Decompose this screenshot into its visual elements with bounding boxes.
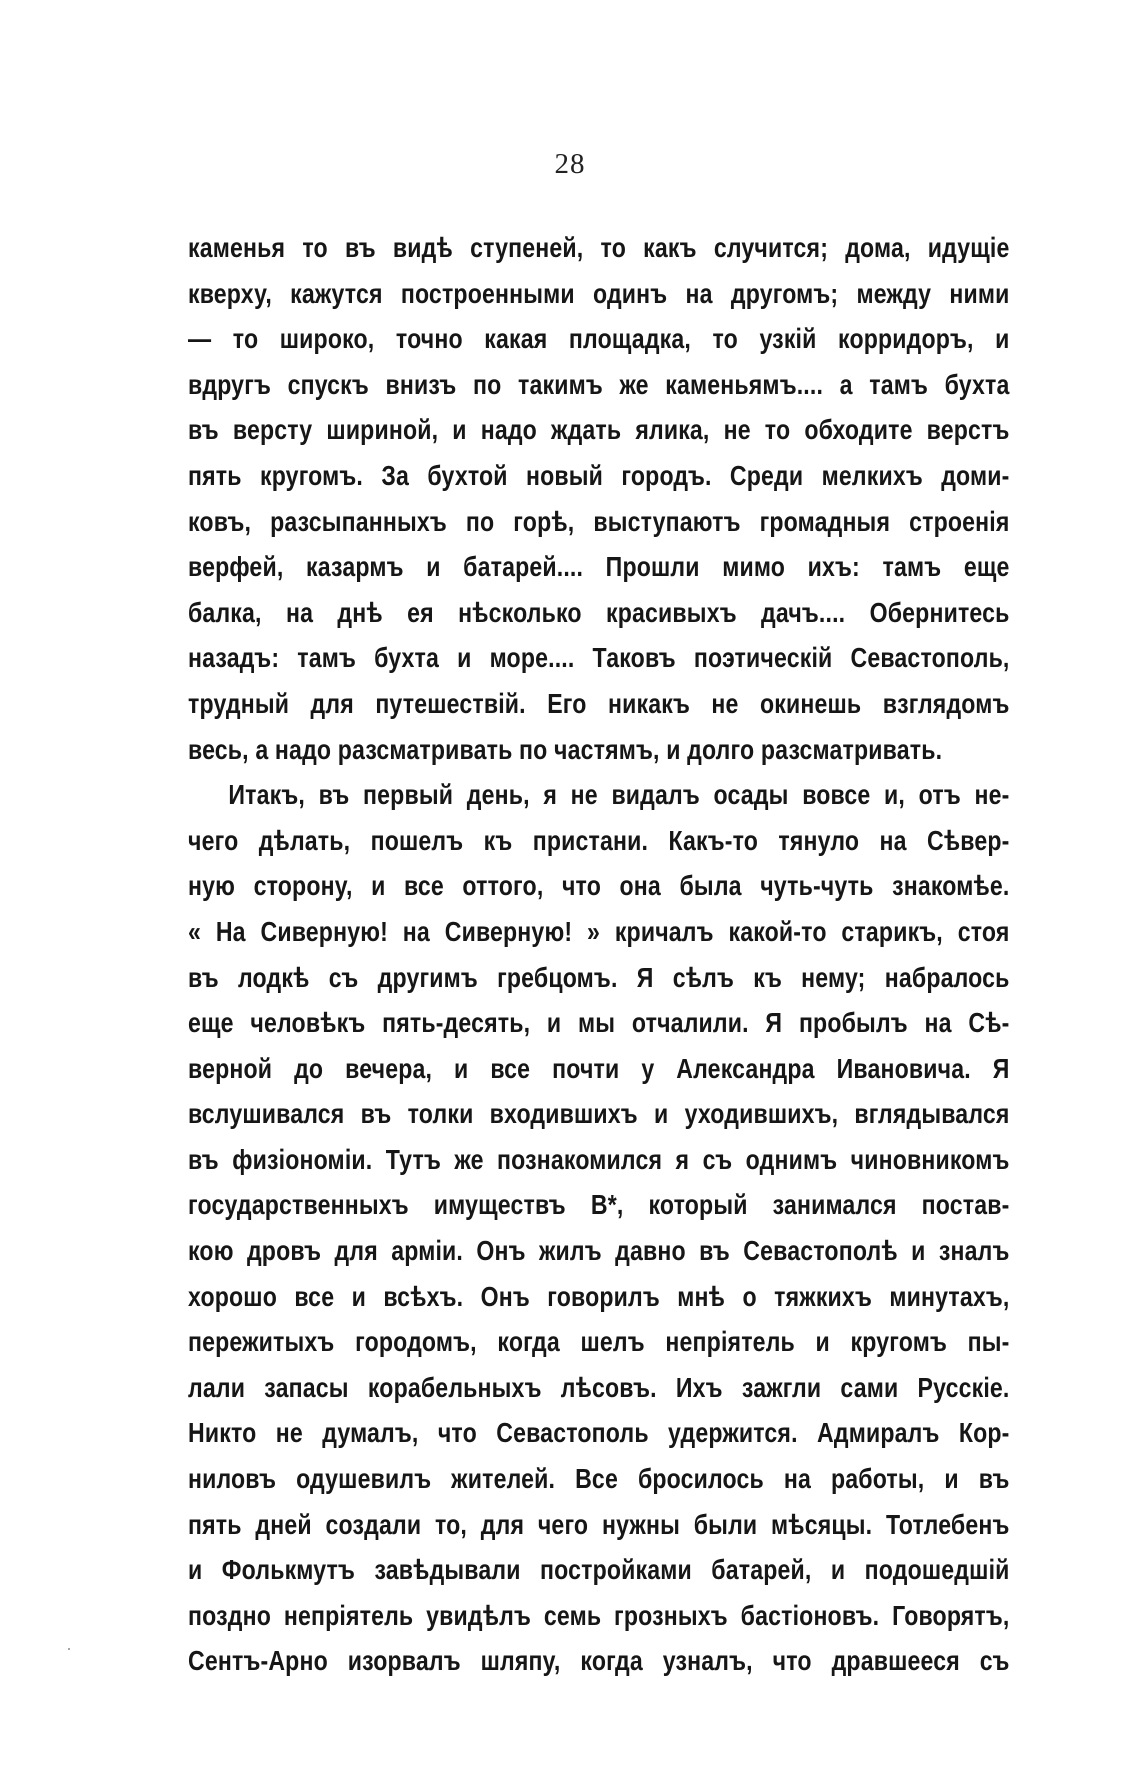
text-line: государственныхъ имуществъ В*, который занимался постав- bbox=[188, 1189, 1010, 1221]
paper-speck bbox=[68, 1648, 70, 1650]
text-line: вдругъ спускъ внизъ по такимъ же каменьямъ.... а тамъ бухта bbox=[188, 368, 1010, 400]
text-line: въ версту шириной, и надо ждать ялика, не то обходите верстъ bbox=[188, 414, 1010, 446]
page-number: 28 bbox=[554, 148, 586, 180]
text-line: поздно непріятель увидѣлъ семь грозныхъ бастіоновъ. Говорятъ, bbox=[188, 1599, 1010, 1631]
text-line: пять кругомъ. За бухтой новый городъ. Среди мелкихъ доми- bbox=[188, 459, 1010, 491]
text-line: Никто не думалъ, что Севастополь удержится. Адмиралъ Кор- bbox=[188, 1417, 1010, 1449]
text-line: ниловъ одушевилъ жителей. Все бросилось на работы, и въ bbox=[188, 1463, 1010, 1495]
paragraph-start-line: Итакъ, въ первый день, я не видалъ осады вовсе и, отъ не- bbox=[228, 779, 1010, 811]
text-line: еще человѣкъ пять-десять, и мы отчалили. Я пробылъ на Сѣ- bbox=[188, 1007, 1010, 1039]
paragraph-end-line: весь, а надо разсматривать по частямъ, и долго разсматривать. bbox=[188, 733, 943, 765]
text-line: назадъ: тамъ бухта и море.... Таковъ поэтическій Севастополь, bbox=[188, 642, 1010, 674]
body-text bbox=[188, 225, 1010, 1684]
text-line: въ лодкѣ съ другимъ гребцомъ. Я сѣлъ къ нему; набралось bbox=[188, 961, 1010, 993]
text-line: ную сторону, и все оттого, что она была чуть-чуть знакомѣе. bbox=[188, 870, 1010, 902]
text-line: ковъ, разсыпанныхъ по горѣ, выступаютъ громадныя строенія bbox=[188, 505, 1010, 537]
text-line: верной до вечера, и все почти у Александра Ивановича. Я bbox=[188, 1052, 1010, 1084]
text-line: пережитыхъ городомъ, когда шелъ непріятель и кругомъ пы- bbox=[188, 1326, 1010, 1358]
text-line: и Фолькмутъ завѣдывали постройками батарей, и подошедшій bbox=[188, 1554, 1010, 1586]
text-line: въ физіономіи. Тутъ же познакомился я съ однимъ чиновникомъ bbox=[188, 1143, 1010, 1175]
text-line: балка, на днѣ ея нѣсколько красивыхъ дачъ.... Обернитесь bbox=[188, 596, 1010, 628]
text-line: кою дровъ для арміи. Онъ жилъ давно въ Севастополѣ и зналъ bbox=[188, 1235, 1010, 1267]
text-line: пять дней создали то, для чего нужны были мѣсяцы. Тотлебенъ bbox=[188, 1508, 1010, 1540]
text-line: хорошо все и всѣхъ. Онъ говорилъ мнѣ о тяжкихъ минутахъ, bbox=[188, 1280, 1010, 1312]
text-line: лали запасы корабельныхъ лѣсовъ. Ихъ зажгли сами Русскіе. bbox=[188, 1371, 1010, 1403]
text-line: Сентъ-Арно изорвалъ шляпу, когда узналъ, что дравшееся съ bbox=[188, 1645, 1010, 1677]
text-line: — то широко, точно какая площадка, то узкій корридоръ, и bbox=[188, 323, 1010, 355]
text-line: вслушивался въ толки входившихъ и уходившихъ, вглядывался bbox=[188, 1098, 1010, 1130]
text-line: трудный для путешествій. Его никакъ не окинешь взглядомъ bbox=[188, 687, 1010, 719]
text-line: кверху, кажутся построенными одинъ на другомъ; между ними bbox=[188, 277, 1010, 309]
text-line: каменья то въ видѣ ступеней, то какъ случится; дома, идущіе bbox=[188, 232, 1010, 263]
text-line: верфей, казармъ и батарей.... Прошли мимо ихъ: тамъ еще bbox=[188, 551, 1010, 583]
text-line: чего дѣлать, пошелъ къ пристани. Какъ-то тянуло на Сѣвер- bbox=[188, 824, 1010, 856]
text-line: « На Сиверную! на Сиверную! » кричалъ какой-то старикъ, стоя bbox=[188, 915, 1010, 947]
